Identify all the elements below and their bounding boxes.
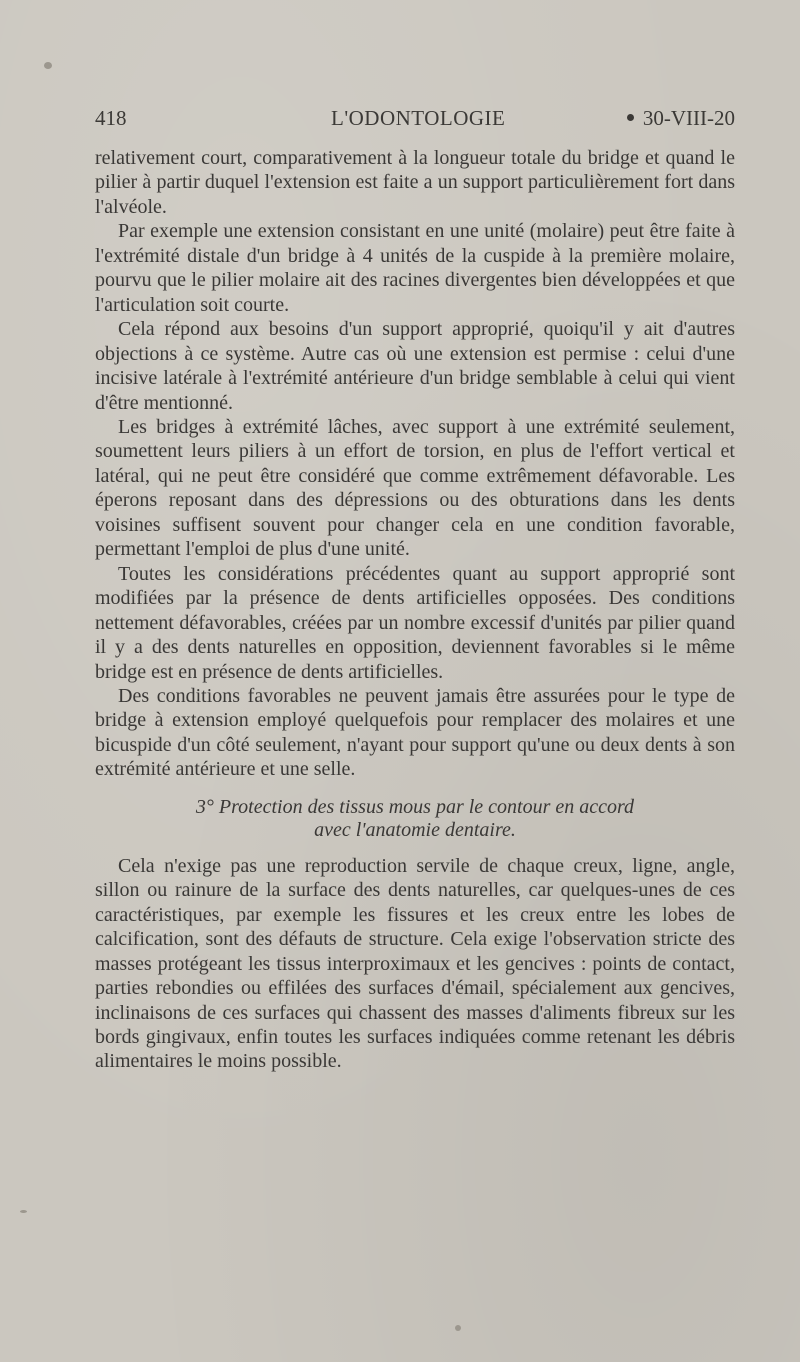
- paragraph: Des conditions favorables ne peuvent jamais être assurées pour le type de bridge à extension employé quelquefois pour remplacer des molaires et une bicuspide d'un côté seulement, n'ayant pour support qu'une ou deux dents à son extrémité antérieure et une selle.: [95, 684, 735, 781]
- paragraph: Par exemple une extension consistant en une unité (molaire) peut être faite à l'extrémité distale d'un bridge à 4 unités de la cuspide à la première molaire, pourvu que le pilier molaire ait des racines divergentes bien développées et que l'articulation soit courte.: [95, 220, 735, 316]
- paragraph: Toutes les considérations précédentes quant au support approprié sont modifiées par la présence de dents artificielles opposées. Des conditions nettement défavorables, créées par un nombre excessif d'unités par pilier quand il y a des dents naturelles en opposition, deviennent favorables si le même bridge est en présence de dents artificielles.: [95, 562, 735, 683]
- paragraph: Les bridges à extrémité lâches, avec support à une extrémité seulement, soumettent leurs piliers à un effort de torsion, en plus de l'effort vertical et latéral, qui ne peut être considéré que comme extrêmement défavorable. Les éperons reposant dans des dépressions ou des obturations dans les dents voisines suffisent souvent pour changer cela en une condition favorable, permettant l'emploi de plus d'une unité.: [95, 415, 735, 561]
- running-header: [95, 106, 735, 136]
- paragraph: Cela n'exige pas une reproduction servile de chaque creux, ligne, angle, sillon ou rainure de la surface des dents naturelles, car quelques-unes de ces caractéristiques, par exemple les fissures et les creux entre les lobes de calcification, sont des défauts de structure. Cela exige l'observation stricte des masses protégeant les tissus interproximaux et les gencives : points de contact, parties rebondies ou effilées des surfaces d'émail, spécialement aux gencives, inclinaisons de ces surfaces qui chassent des masses d'aliments fibreux sur les bords gingivaux, enfin toutes les surfaces indiquées comme retenant les débris alimentaires le moins possible.: [95, 854, 735, 1073]
- paper-blot: [455, 1325, 461, 1331]
- paper-blot: [44, 62, 52, 69]
- section-heading-line: 3° Protection des tissus mous par le contour en accord: [195, 795, 635, 818]
- body-text: [95, 146, 735, 1074]
- paper-blot: [20, 1210, 27, 1213]
- header-bullet-icon: [627, 114, 634, 121]
- paragraph: Cela répond aux besoins d'un support approprié, quoiqu'il y ait d'autres objections à ce système. Autre cas où une extension est permise : celui d'une incisive latérale à l'extrémité antérieure d'un bridge semblable à celui qui vient d'être mentionné.: [95, 318, 735, 414]
- section-heading-line: avec l'anatomie dentaire.: [314, 818, 516, 841]
- paragraph: relativement court, comparativement à la longueur totale du bridge et quand le pilier à partir duquel l'extension est faite a un support particulièrement fort dans l'alvéole.: [95, 147, 735, 218]
- issue-date: 30-VIII-20: [642, 106, 735, 130]
- page-number: 418: [95, 106, 127, 130]
- section-heading: [95, 796, 735, 842]
- journal-title: L'ODONTOLOGIE: [331, 106, 506, 130]
